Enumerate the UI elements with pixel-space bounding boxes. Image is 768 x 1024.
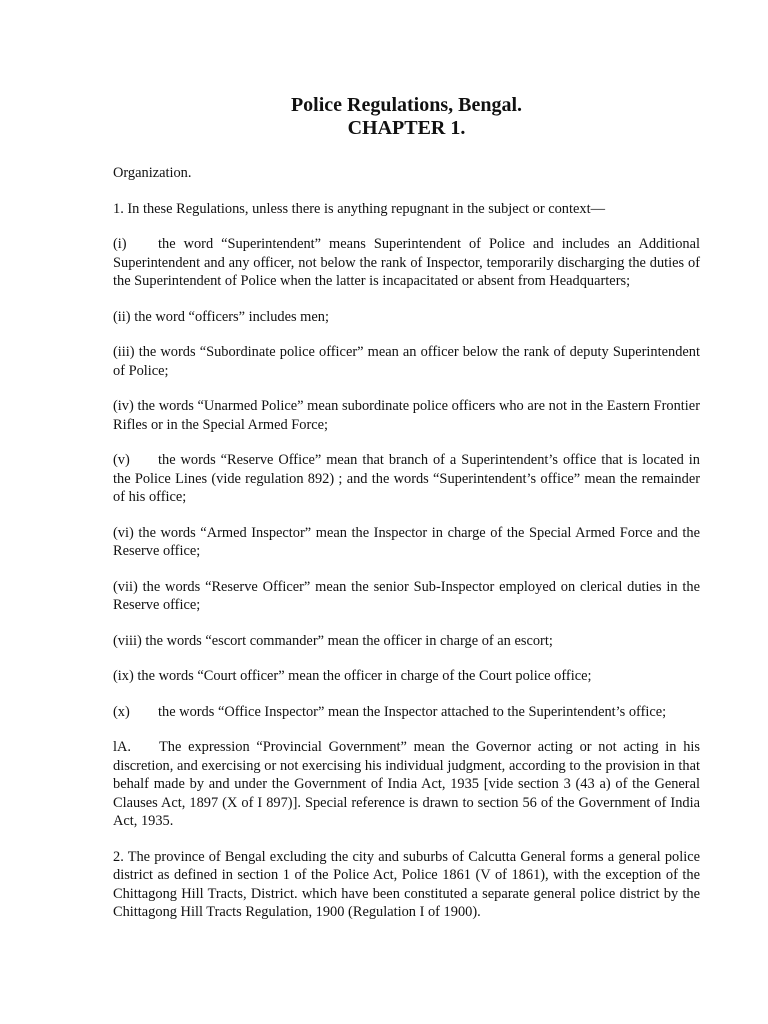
document-title: Police Regulations, Bengal. — [290, 94, 523, 116]
definition-text: the word “officers” includes men; — [134, 308, 329, 325]
definition-number: (x) — [113, 703, 130, 720]
definition-number: (i) — [113, 236, 127, 252]
definition-item — [113, 632, 700, 651]
definition-item — [113, 703, 700, 722]
section-heading: Organization. — [113, 165, 192, 181]
definition-item — [113, 667, 700, 686]
definition-number: (vii) — [113, 578, 138, 595]
definition-number: (vi) — [113, 524, 134, 541]
definition-number: (iii) — [113, 344, 135, 360]
definition-number: (v) — [113, 452, 130, 468]
definition-text: the words “Office Inspector” mean the Inspector attached to the Superintendent’s office; — [158, 703, 667, 720]
definition-text: the words “Subordinate police officer” mean an officer below the rank of deputy Superintendent of Police; — [113, 344, 700, 379]
definition-item — [113, 397, 700, 434]
definition-number: (ix) — [113, 668, 134, 684]
definition-number: (ii) — [113, 308, 131, 325]
definition-item — [113, 524, 700, 561]
paragraph-1a — [113, 738, 700, 831]
definition-text: the words “Unarmed Police” mean subordinate police officers who are not in the Eastern Frontier Rifles or in the Special Armed Force; — [113, 398, 700, 433]
paragraph-text: The expression “Provincial Government” mean the Governor acting or not acting in his discretion, and exercising or not exercising his individual judgment, according to the provision in that behalf made by and under the Government of India Act, 1935 [vide section 3 (43 a) of the General Clauses Act, 1897 (X of I 897)]. Special reference is drawn to section 56 of the Government of India Act, 1935. — [113, 739, 700, 829]
definition-number: (iv) — [113, 398, 134, 414]
definition-text: the words “Reserve Office” mean that branch of a Superintendent’s office that is located in the Police Lines (vide regulation 892) ; and the words “Superintendent’s office” mean the remainder of his office; — [113, 452, 700, 505]
paragraph-2: 2. The province of Bengal excluding the city and suburbs of Calcutta General forms a general police district as defined in section 1 of the Police Act, Police 1861 (V of 1861), with the exception of the Chittagong Hill Tracts, District. which have been constituted a separate general police district by the Chittagong Hill Tracts Regulation, 1900 (Regulation I of 1900). — [113, 848, 700, 920]
intro-paragraph: 1. In these Regulations, unless there is anything repugnant in the subject or context— — [113, 200, 605, 217]
definition-item — [113, 235, 700, 291]
definition-text: the words “Court officer” mean the officer in charge of the Court police office; — [137, 668, 592, 684]
definition-number: (viii) — [113, 632, 142, 649]
chapter-heading: CHAPTER 1. — [347, 117, 466, 139]
definition-text: the word “Superintendent” means Superintendent of Police and includes an Additional Superintendent and any officer, not below the rank of Inspector, temporarily discharging the duties of the Superintendent of Police when the latter is incapacitated or absent from Headquarters; — [113, 236, 700, 289]
definition-text: the words “escort commander” mean the officer in charge of an escort; — [145, 632, 553, 649]
definition-item — [113, 343, 700, 380]
document-page — [113, 94, 700, 922]
definition-item — [113, 578, 700, 615]
definition-item — [113, 308, 700, 327]
definition-item — [113, 451, 700, 507]
title-block — [113, 94, 700, 140]
paragraph-number: lA. — [113, 739, 131, 755]
definition-text: the words “Armed Inspector” mean the Inspector in charge of the Special Armed Force and the Reserve office; — [113, 524, 700, 559]
definition-text: the words “Reserve Officer” mean the senior Sub-Inspector employed on clerical duties in the Reserve office; — [113, 578, 700, 613]
